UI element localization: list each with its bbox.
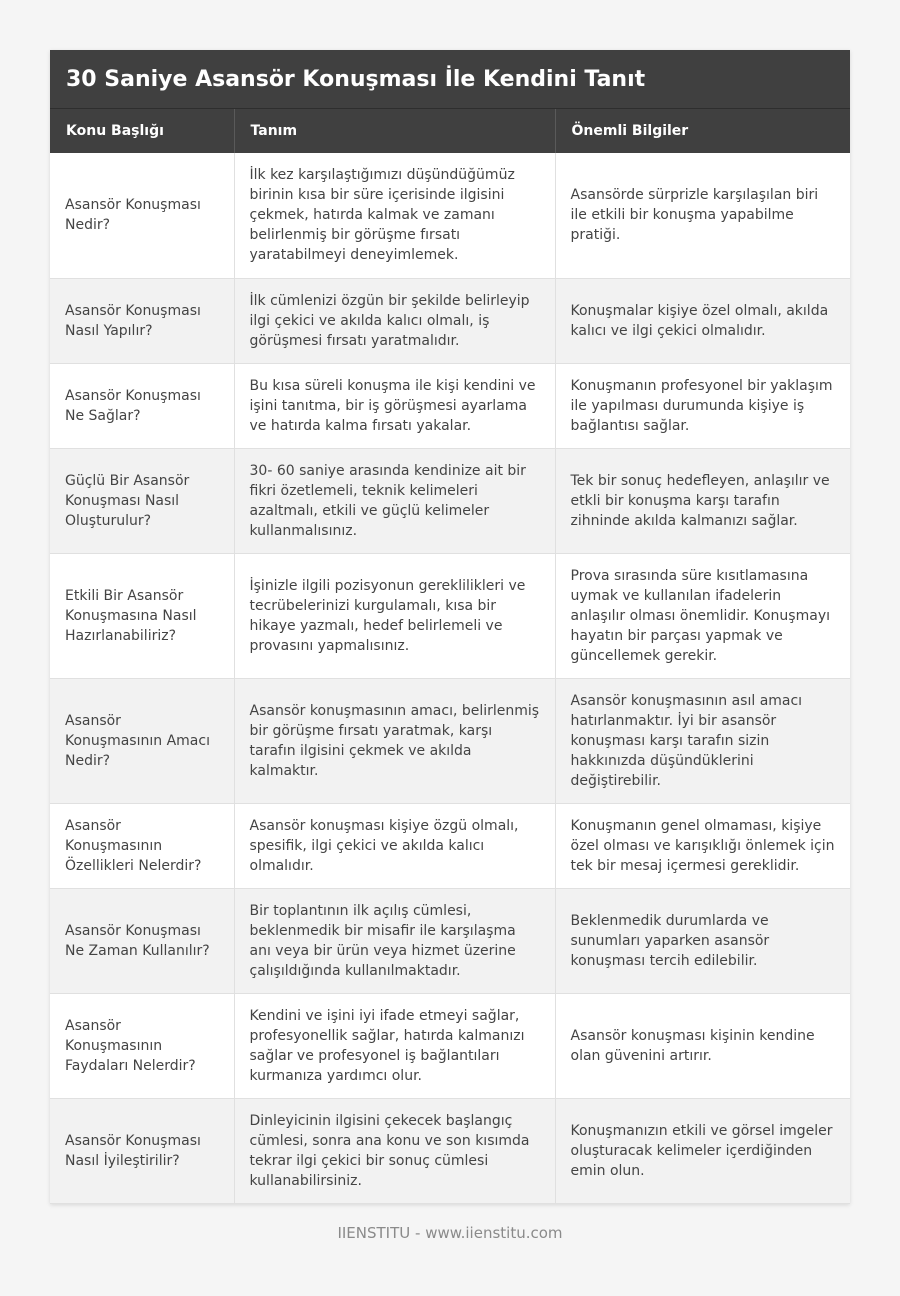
page-title: 30 Saniye Asansör Konuşması İle Kendini Tanıt xyxy=(50,50,850,109)
column-header-definition: Tanım xyxy=(234,109,555,153)
table-row xyxy=(50,1098,850,1203)
definition-cell: Bu kısa süreli konuşma ile kişi kendini ve işini tanıtma, bir iş görüşmesi ayarlama ve hatırda kalma fırsatı yakalar. xyxy=(234,363,555,448)
topic-cell: Asansör Konuşmasının Faydaları Nelerdir? xyxy=(50,993,234,1098)
info-cell: Konuşmanızın etkili ve görsel imgeler oluşturacak kelimeler içerdiğinden emin olun. xyxy=(555,1098,850,1203)
table-row xyxy=(50,448,850,553)
table-row xyxy=(50,993,850,1098)
topic-cell: Asansör Konuşmasının Özellikleri Nelerdir? xyxy=(50,803,234,888)
footer-credit: IIENSTITU - www.iienstitu.com xyxy=(337,1224,563,1242)
topic-cell: Asansör Konuşmasının Amacı Nedir? xyxy=(50,678,234,803)
table-row xyxy=(50,363,850,448)
definition-cell: Bir toplantının ilk açılış cümlesi, beklenmedik bir misafir ile karşılaşma anı veya bir ürün veya hizmet üzerine çalışıldığında kullanılmaktadır. xyxy=(234,888,555,993)
definition-cell: 30- 60 saniye arasında kendinize ait bir fikri özetlemeli, teknik kelimeleri azaltmalı, etkili ve güçlü kelimeler kullanmalısınız. xyxy=(234,448,555,553)
table-row xyxy=(50,553,850,678)
definition-cell: İlk kez karşılaştığımızı düşündüğümüz birinin kısa bir süre içerisinde ilgisini çekmek, hatırda kalmak ve zamanı belirlenmiş bir görüşme fırsatı yaratabilmeyi deneyimlemek. xyxy=(234,153,555,278)
definition-cell: Asansör konuşması kişiye özgü olmalı, spesifik, ilgi çekici ve akılda kalıcı olmalıdır. xyxy=(234,803,555,888)
info-cell: Asansör konuşması kişinin kendine olan güvenini artırır. xyxy=(555,993,850,1098)
table-row xyxy=(50,888,850,993)
definition-cell: Dinleyicinin ilgisini çekecek başlangıç cümlesi, sonra ana konu ve son kısımda tekrar ilgi çekici bir sonuç cümlesi kullanabilirsiniz. xyxy=(234,1098,555,1203)
definition-cell: İşinizle ilgili pozisyonun gereklilikleri ve tecrübelerinizi kurgulamalı, kısa bir hikaye yazmalı, hedef belirlemeli ve provasını yapmalısınız. xyxy=(234,553,555,678)
info-cell: Beklenmedik durumlarda ve sunumları yaparken asansör konuşması tercih edilebilir. xyxy=(555,888,850,993)
info-cell: Asansörde sürprizle karşılaşılan biri ile etkili bir konuşma yapabilme pratiği. xyxy=(555,153,850,278)
info-cell: Tek bir sonuç hedefleyen, anlaşılır ve etkli bir konuşma karşı tarafın zihninde akılda kalmanızı sağlar. xyxy=(555,448,850,553)
info-cell: Konuşmanın profesyonel bir yaklaşım ile yapılması durumunda kişiye iş bağlantısı sağlar. xyxy=(555,363,850,448)
topic-cell: Asansör Konuşması Nasıl Yapılır? xyxy=(50,278,234,363)
definition-cell: Kendini ve işini iyi ifade etmeyi sağlar, profesyonellik sağlar, hatırda kalmanızı sağlar ve profesyonel iş bağlantıları kurmanıza yardımcı olur. xyxy=(234,993,555,1098)
content-card xyxy=(50,50,850,1204)
topic-cell: Asansör Konuşması Nasıl İyileştirilir? xyxy=(50,1098,234,1203)
info-cell: Konuşmanın genel olmaması, kişiye özel olması ve karışıklığı önlemek için tek bir mesaj içermesi gereklidir. xyxy=(555,803,850,888)
definition-cell: İlk cümlenizi özgün bir şekilde belirleyip ilgi çekici ve akılda kalıcı olmalı, iş görüşmesi fırsatı yaratmalıdır. xyxy=(234,278,555,363)
topic-cell: Güçlü Bir Asansör Konuşması Nasıl Oluşturulur? xyxy=(50,448,234,553)
topic-cell: Etkili Bir Asansör Konuşmasına Nasıl Hazırlanabiliriz? xyxy=(50,553,234,678)
topic-cell: Asansör Konuşması Nedir? xyxy=(50,153,234,278)
table-row xyxy=(50,278,850,363)
column-header-topic: Konu Başlığı xyxy=(50,109,234,153)
table-row xyxy=(50,153,850,278)
info-cell: Konuşmalar kişiye özel olmalı, akılda kalıcı ve ilgi çekici olmalıdır. xyxy=(555,278,850,363)
column-header-info: Önemli Bilgiler xyxy=(555,109,850,153)
topic-cell: Asansör Konuşması Ne Sağlar? xyxy=(50,363,234,448)
info-cell: Asansör konuşmasının asıl amacı hatırlanmaktır. İyi bir asansör konuşması karşı tarafın sizin hakkınızda düşündüklerini değiştirebilir. xyxy=(555,678,850,803)
topic-cell: Asansör Konuşması Ne Zaman Kullanılır? xyxy=(50,888,234,993)
table-header-row xyxy=(50,109,850,153)
info-table xyxy=(50,109,850,1204)
table-row xyxy=(50,803,850,888)
table-row xyxy=(50,678,850,803)
info-cell: Prova sırasında süre kısıtlamasına uymak ve kullanılan ifadelerin anlaşılır olması önemlidir. Konuşmayı hayatın bir parçası yapmak ve güncellemek gerekir. xyxy=(555,553,850,678)
definition-cell: Asansör konuşmasının amacı, belirlenmiş bir görüşme fırsatı yaratmak, karşı tarafın ilgisini çekmek ve akılda kalmaktır. xyxy=(234,678,555,803)
